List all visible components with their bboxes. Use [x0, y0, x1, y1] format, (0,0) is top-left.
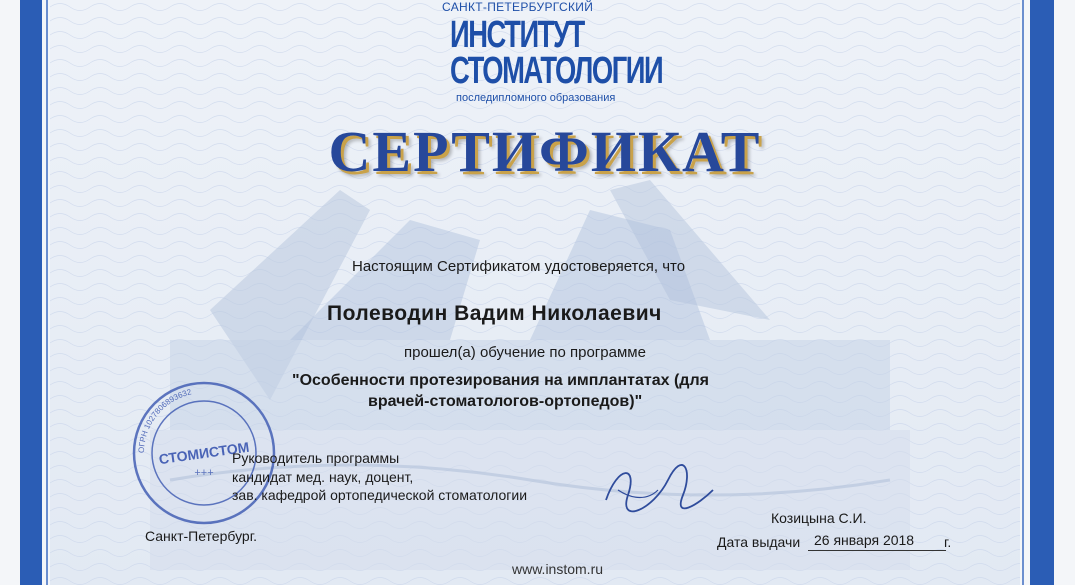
- signature: [598, 460, 718, 520]
- issue-date-year-suffix: г.: [944, 534, 952, 550]
- logo-top-line: САНКТ-ПЕТЕРБУРГСКИЙ: [442, 0, 594, 14]
- website-link[interactable]: www.instom.ru: [512, 561, 604, 577]
- issue-date-label: Дата выдачи: [717, 534, 801, 550]
- stamp-center-text: СТОМИСТОМ: [157, 438, 251, 468]
- program-head-name: Козицына С.И.: [771, 510, 867, 526]
- logo-bottom-line: последипломного образования: [456, 92, 616, 104]
- frame-right: [1030, 0, 1054, 585]
- stamp-ring-text: ОГРН 1027806893632: [136, 387, 193, 454]
- recipient-name: Полеводин Вадим Николаевич: [327, 302, 662, 325]
- program-head-degree: кандидат мед. наук, доцент,: [232, 469, 414, 485]
- stamp-marks: +++: [194, 467, 214, 479]
- frame-left-inner-line: [46, 0, 48, 585]
- frame-left: [20, 0, 42, 585]
- logo-line-dentistry: СТОМАТОЛОГИИ: [450, 50, 663, 92]
- certificate-title: СЕРТИФИКАТ: [328, 119, 762, 184]
- issue-date-underline: [808, 550, 946, 551]
- program-title-line1: "Особенности протезирования на имплантатах (для: [292, 372, 709, 389]
- frame-right-inner-line: [1022, 0, 1024, 585]
- intro-text: Настоящим Сертификатом удостоверяется, что: [352, 258, 686, 275]
- program-title-line2: врачей-стоматологов-ортопедов)": [368, 393, 643, 410]
- svg-text:ОГРН 1027806893632: [137, 387, 193, 453]
- program-head-position: зав. кафедрой ортопедической стоматологии: [232, 487, 528, 503]
- issue-date-value: 26 января 2018: [814, 532, 915, 548]
- city: Санкт-Петербург.: [145, 528, 257, 544]
- institute-logo: [430, 0, 663, 110]
- logo-line-institute: ИНСТИТУТ: [450, 14, 584, 56]
- program-head-title: Руководитель программы: [232, 450, 400, 466]
- completed-text: прошел(а) обучение по программе: [404, 344, 646, 361]
